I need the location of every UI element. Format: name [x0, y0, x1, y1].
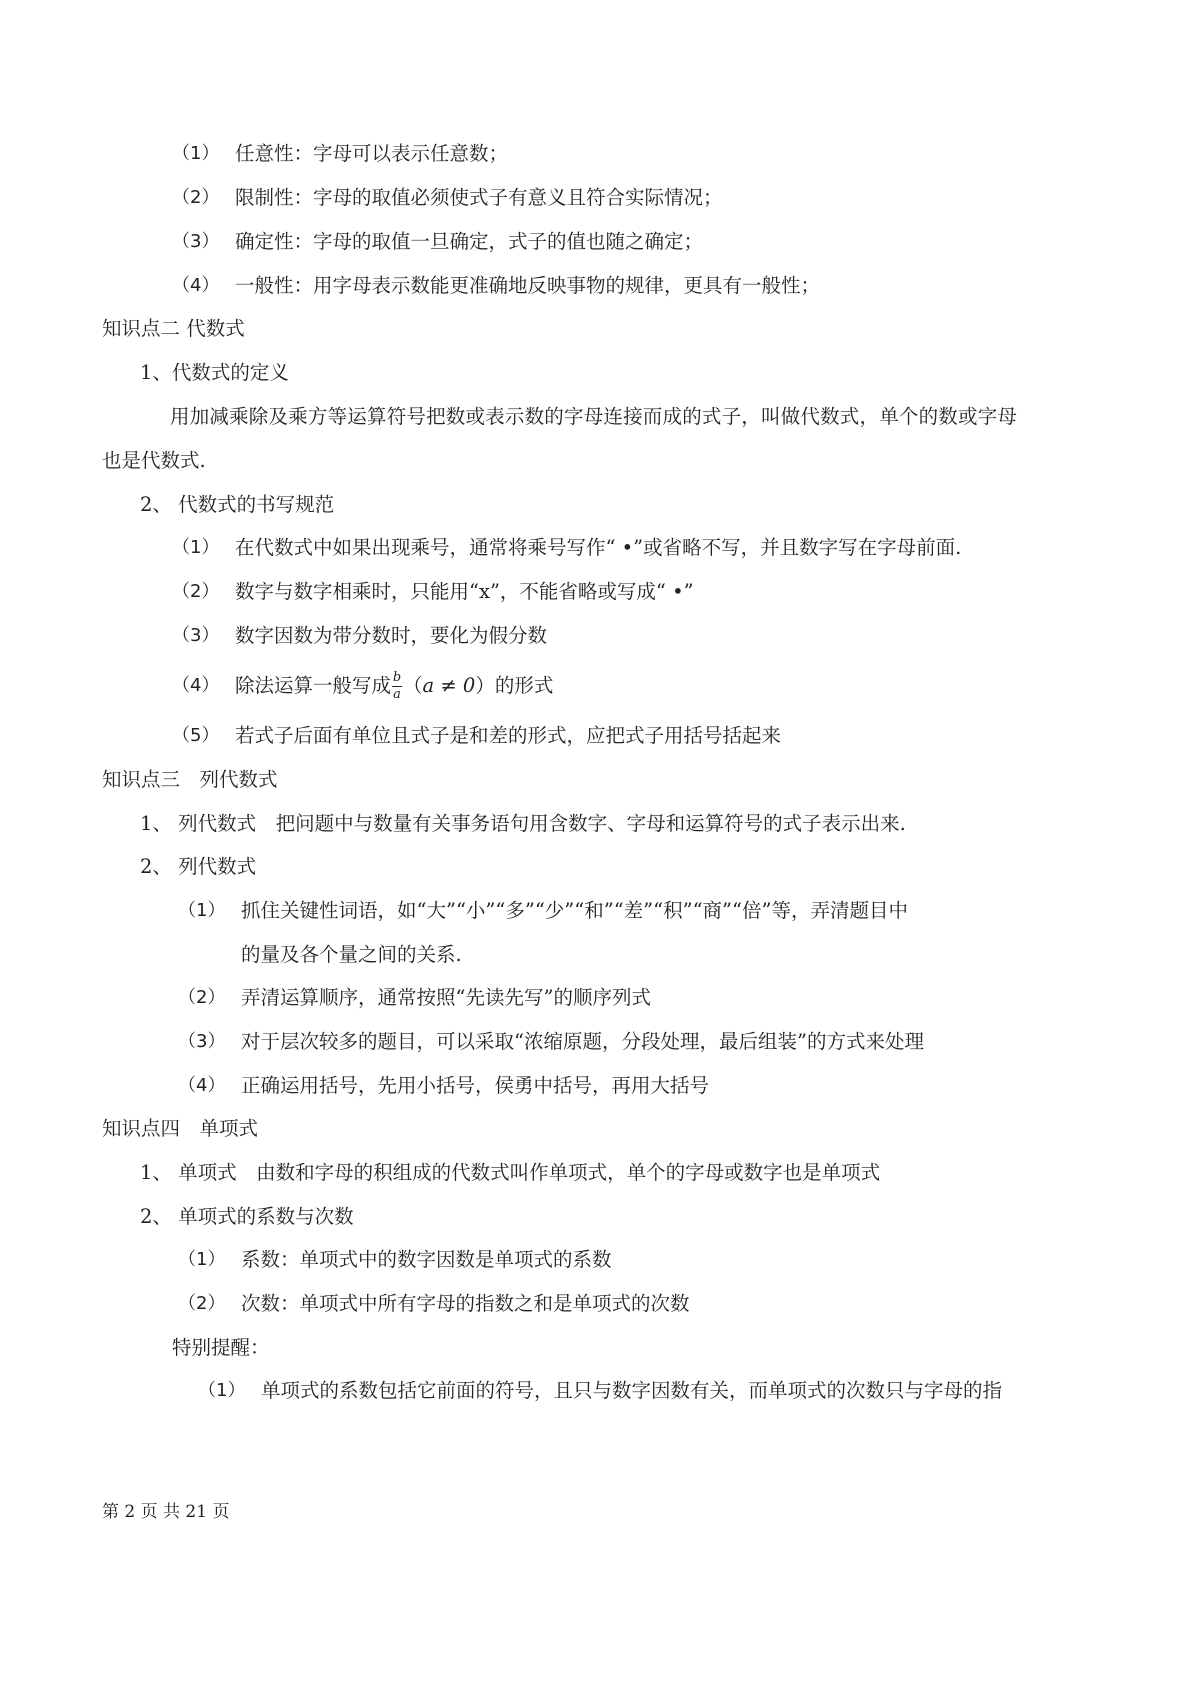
item-number: （5） — [172, 725, 220, 746]
subheading: 2、 列代数式 — [140, 855, 257, 878]
paragraph-line: 用加减乘除及乘方等运算符号把数或表示数的字母连接而成的式子，叫做代数式，单个的数或字母 — [170, 405, 1018, 428]
paren-close: ） — [475, 674, 495, 697]
subheading: 2、 代数式的书写规范 — [140, 493, 335, 516]
list-item: 限制性：字母的取值必须使式子有意义且符合实际情况； — [235, 186, 723, 209]
list-item: 次数：单项式中所有字母的指数之和是单项式的次数 — [241, 1292, 690, 1315]
fraction-numerator: b — [392, 670, 402, 685]
list-item: 正确运用括号，先用小括号，侯勇中括号，再用大括号 — [241, 1074, 710, 1097]
item-number: （2） — [178, 1293, 226, 1314]
item-number: （1） — [172, 143, 220, 164]
paren-open: （ — [403, 674, 423, 697]
list-item-with-fraction — [235, 664, 553, 708]
item-number: （4） — [172, 675, 220, 696]
section-heading: 知识点四 单项式 — [102, 1117, 259, 1140]
list-item: 数字与数字相乘时，只能用“x”，不能省略或写成“ •” — [235, 580, 694, 603]
list-item: 抓住关键性词语，如“大”“小”“多”“少”“和”“差”“积”“商”“倍”等，弄清题目中 — [241, 899, 908, 922]
item-text: 除法运算一般写成 — [235, 674, 392, 697]
list-item: 若式子后面有单位且式子是和差的形式，应把式子用括号括起来 — [235, 724, 782, 747]
item-number: （1） — [172, 537, 220, 558]
item-number: （1） — [178, 1249, 226, 1270]
paragraph-line: 也是代数式. — [102, 449, 206, 472]
list-item-continuation: 的量及各个量之间的关系. — [241, 943, 462, 966]
item-number: （3） — [172, 231, 220, 252]
list-item: 在代数式中如果出现乘号，通常将乘号写作“ •”或省略不写，并且数字写在字母前面. — [235, 536, 962, 559]
list-item: 一般性：用字母表示数能更准确地反映事物的规律，更具有一般性； — [235, 274, 821, 297]
subheading: 1、 列代数式 把问题中与数量有关事务语句用含数字、字母和运算符号的式子表示出来. — [140, 812, 906, 835]
list-item: 单项式的系数包括它前面的符号，且只与数字因数有关，而单项式的次数只与字母的指 — [261, 1379, 1003, 1402]
subheading: 1、 单项式 由数和字母的积组成的代数式叫作单项式，单个的字母或数字也是单项式 — [140, 1161, 881, 1184]
item-text-after: 的形式 — [494, 674, 554, 697]
list-item: 数字因数为带分数时，要化为假分数 — [235, 624, 548, 647]
reminder-label: 特别提醒： — [172, 1336, 270, 1359]
item-number: （3） — [178, 1031, 226, 1052]
fraction-denominator: a — [393, 687, 401, 702]
item-number: （4） — [172, 275, 220, 296]
list-item: 任意性：字母可以表示任意数； — [235, 142, 509, 165]
subheading: 2、 单项式的系数与次数 — [140, 1205, 354, 1228]
list-item: 系数：单项式中的数字因数是单项式的系数 — [241, 1248, 612, 1271]
page-footer: 第 2 页 共 21 页 — [102, 1502, 230, 1522]
list-item: 弄清运算顺序，通常按照“先读先写”的顺序列式 — [241, 986, 651, 1009]
list-item: 对于层次较多的题目，可以采取“浓缩原题，分段处理，最后组装”的方式来处理 — [241, 1030, 924, 1053]
condition-formula: a ≠ 0 — [422, 674, 476, 697]
section-heading: 知识点二 代数式 — [102, 317, 245, 340]
fraction — [392, 671, 402, 702]
item-number: （4） — [178, 1075, 226, 1096]
item-number: （1） — [198, 1380, 246, 1401]
section-heading: 知识点三 列代数式 — [102, 768, 278, 791]
subheading: 1、代数式的定义 — [140, 361, 289, 384]
list-item: 确定性：字母的取值一旦确定，式子的值也随之确定； — [235, 230, 704, 253]
item-number: （3） — [172, 625, 220, 646]
item-number: （2） — [172, 187, 220, 208]
item-number: （2） — [172, 581, 220, 602]
item-number: （1） — [178, 900, 226, 921]
item-number: （2） — [178, 987, 226, 1008]
